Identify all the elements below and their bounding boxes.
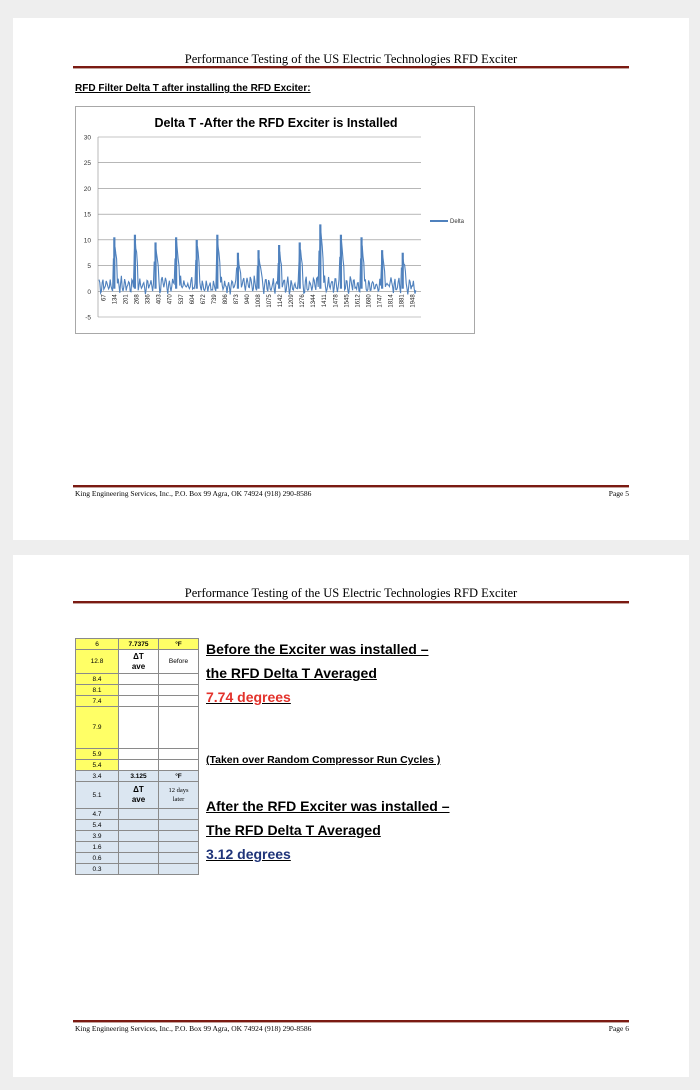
before-line-1: Before the Exciter was installed – xyxy=(206,641,429,657)
delta-t-data-table xyxy=(75,638,199,875)
table-cell: 12.8 xyxy=(76,650,119,674)
table-cell: 7.9 xyxy=(76,707,119,749)
y-tick-label: 25 xyxy=(83,160,91,168)
after-average-value: 3.12 degrees xyxy=(206,846,291,862)
table-cell: 4.7 xyxy=(76,809,119,820)
x-tick-label: 1411 xyxy=(322,294,329,308)
x-tick-label: 1209 xyxy=(289,294,296,308)
unit-cell: °F xyxy=(159,771,199,782)
page-footer: King Engineering Services, Inc., P.O. Box 99 Agra, OK 74924 (918) 290-8586 xyxy=(75,1024,312,1033)
y-tick-label: 0 xyxy=(87,288,91,296)
table-cell: 3.4 xyxy=(76,771,119,782)
x-tick-label: 470 xyxy=(167,294,174,305)
header-rule xyxy=(73,601,629,604)
x-tick-label: 873 xyxy=(233,294,240,305)
document-page-6 xyxy=(13,555,689,1077)
x-tick-label: 672 xyxy=(200,294,207,305)
x-tick-label: 1344 xyxy=(311,294,318,308)
x-tick-label: 1747 xyxy=(377,294,384,308)
table-cell: 5.4 xyxy=(76,760,119,771)
section-subtitle: RFD Filter Delta T after installing the RFD Exciter: xyxy=(75,83,311,94)
before-summary xyxy=(206,637,429,709)
table-cell: 5.1 xyxy=(76,782,119,809)
table-cell: 5.9 xyxy=(76,749,119,760)
y-tick-label: 15 xyxy=(83,211,91,219)
legend-label: Delta xyxy=(450,219,465,225)
x-tick-label: 134 xyxy=(112,294,119,305)
footer-rule xyxy=(73,485,629,488)
table-cell: 8.4 xyxy=(76,674,119,685)
days-later-label: 12 days later xyxy=(159,782,199,809)
y-tick-label: 10 xyxy=(83,237,91,245)
page-header: Performance Testing of the US Electric Technologies RFD Exciter xyxy=(184,586,518,600)
x-tick-label: 940 xyxy=(244,294,251,305)
table-cell: 0.6 xyxy=(76,853,119,864)
x-tick-label: 336 xyxy=(145,294,152,305)
x-tick-label: 1008 xyxy=(256,294,262,308)
y-tick-label: 30 xyxy=(83,134,91,142)
page-header: Performance Testing of the US Electric Technologies RFD Exciter xyxy=(184,52,518,66)
before-line-2: the RFD Delta T Averaged xyxy=(206,665,377,681)
after-line-1: After the RFD Exciter was installed – xyxy=(206,798,450,814)
x-tick-label: 1545 xyxy=(344,294,351,308)
x-tick-label: 1948 xyxy=(410,294,417,308)
page-footer: King Engineering Services, Inc., P.O. Box 99 Agra, OK 74924 (918) 290-8586 xyxy=(75,489,312,498)
x-tick-label: 201 xyxy=(123,294,130,305)
after-line-2: The RFD Delta T Averaged xyxy=(206,822,381,838)
table-cell: 8.1 xyxy=(76,685,119,696)
y-tick-label: -5 xyxy=(85,314,91,322)
x-tick-label: 1276 xyxy=(300,294,307,308)
delta-ave-label: ΔT ave xyxy=(119,782,159,809)
table-cell: 5.4 xyxy=(76,820,119,831)
x-tick-label: 1142 xyxy=(278,294,285,308)
chart-title: Delta T -After the RFD Exciter is Installed xyxy=(154,116,398,130)
table-cell: 6 xyxy=(76,639,119,650)
x-tick-label: 1680 xyxy=(366,294,373,308)
page-number: Page 6 xyxy=(608,1024,629,1033)
after-summary xyxy=(206,794,450,866)
x-tick-label: 1612 xyxy=(355,294,362,308)
x-tick-label: 1075 xyxy=(267,294,274,308)
x-tick-label: 1478 xyxy=(333,294,340,308)
y-tick-label: 20 xyxy=(83,185,91,193)
before-average-cell: 7.7375 xyxy=(119,639,159,650)
y-tick-label: 5 xyxy=(87,263,91,271)
unit-cell: °F xyxy=(159,639,199,650)
x-tick-label: 806 xyxy=(222,294,229,305)
x-tick-label: 1881 xyxy=(399,294,406,308)
chart-svg xyxy=(76,107,474,333)
x-tick-label: 604 xyxy=(189,294,196,305)
before-average-value: 7.74 degrees xyxy=(206,689,291,705)
table-cell: 3.9 xyxy=(76,831,119,842)
x-tick-label: 739 xyxy=(211,294,218,305)
header-rule xyxy=(73,66,629,69)
footer-rule xyxy=(73,1020,629,1023)
after-average-cell: 3.125 xyxy=(119,771,159,782)
x-tick-label: 537 xyxy=(178,294,185,305)
table-cell: 7.4 xyxy=(76,696,119,707)
table-cell: 1.6 xyxy=(76,842,119,853)
before-label: Before xyxy=(159,650,199,674)
delta-ave-label: ΔT ave xyxy=(119,650,159,674)
delta-series-line xyxy=(99,228,416,295)
delta-t-chart xyxy=(75,106,475,334)
x-tick-label: 403 xyxy=(156,294,163,305)
x-tick-label: 67 xyxy=(101,294,108,301)
document-page-5 xyxy=(13,18,689,540)
x-tick-label: 268 xyxy=(134,294,141,305)
page-number: Page 5 xyxy=(608,489,629,498)
table-cell: 0.3 xyxy=(76,864,119,875)
sampling-note: (Taken over Random Compressor Run Cycles ) xyxy=(206,754,441,766)
x-tick-label: 1814 xyxy=(388,294,395,308)
